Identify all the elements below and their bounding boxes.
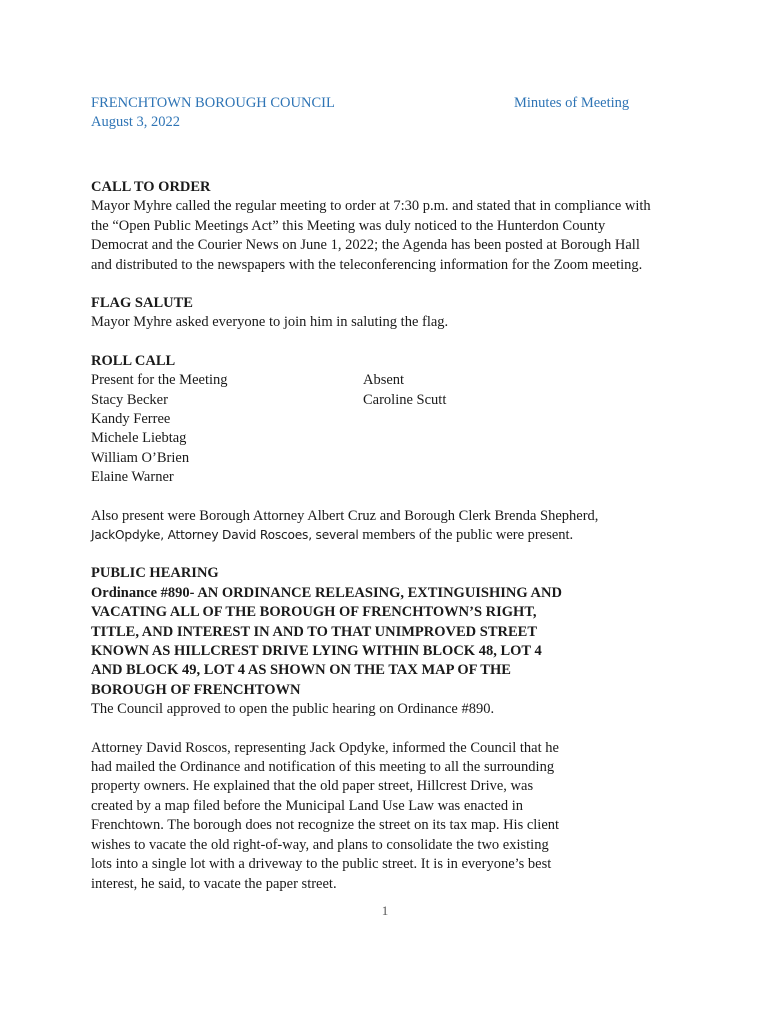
call-to-order-line: Democrat and the Courier News on June 1, 2022; the Agenda has been posted at Borough Hall <box>91 237 640 254</box>
attorney-paragraph <box>91 739 588 894</box>
public-hearing-section <box>91 564 691 894</box>
present-member: Michele Liebtag <box>91 430 187 447</box>
call-to-order-line: the “Open Public Meetings Act” this Meeting was duly noticed to the Hunterdon County <box>91 217 606 234</box>
call-to-order-line: and distributed to the newspapers with the teleconferencing information for the Zoom meeting. <box>91 256 643 273</box>
ordinance-line: BOROUGH OF FRENCHTOWN <box>91 681 301 698</box>
ordinance-line: AND BLOCK 49, LOT 4 AS SHOWN ON THE TAX MAP OF THE <box>91 662 511 679</box>
document-type: Minutes of Meeting <box>514 95 630 111</box>
absent-label: Absent <box>363 372 405 389</box>
ordinance-title <box>91 584 588 700</box>
page-number: 1 <box>381 903 389 918</box>
paragraph-line: lots into a single lot with a driveway to the public street. It is in everyone’s best <box>91 856 552 873</box>
ordinance-line: VACATING ALL OF THE BOROUGH OF FRENCHTOWN’S RIGHT, <box>91 604 537 621</box>
present-column <box>91 371 363 487</box>
roll-call-section <box>91 352 691 488</box>
paragraph-line: created by a map filed before the Municipal Land Use Law was enacted in <box>91 797 523 814</box>
flag-salute-section <box>91 294 691 333</box>
paragraph-line: Attorney David Roscos, representing Jack Opdyke, informed the Council that he <box>91 739 559 756</box>
also-present-names: JackOpdyke, Attorney David Roscoes, several <box>91 528 359 542</box>
ordinance-line: KNOWN AS HILLCREST DRIVE LYING WITHIN BLOCK 48, LOT 4 <box>91 643 542 660</box>
public-hearing-heading: PUBLIC HEARING <box>91 565 219 582</box>
also-present-rest: members of the public were present. <box>358 527 574 543</box>
also-present-section <box>91 507 691 546</box>
paragraph-line: Frenchtown. The borough does not recognize the street on its tax map. His client <box>91 817 560 834</box>
paragraph-line: had mailed the Ordinance and notification of this meeting to all the surrounding <box>91 759 555 776</box>
call-to-order-heading: CALL TO ORDER <box>91 179 211 195</box>
paragraph-line: wishes to vacate the old right-of-way, and plans to consolidate the two existing <box>91 836 549 853</box>
call-to-order-line: Mayor Myhre called the regular meeting to order at 7:30 p.m. and stated that in compliance with <box>91 198 651 215</box>
absent-member: Caroline Scutt <box>363 391 447 408</box>
present-label: Present for the Meeting <box>91 372 228 389</box>
call-to-order-section <box>91 178 691 275</box>
meeting-date: August 3, 2022 <box>91 114 181 130</box>
council-name: FRENCHTOWN BOROUGH COUNCIL <box>91 95 335 111</box>
also-present-line <box>91 526 691 545</box>
paragraph-line: interest, he said, to vacate the paper street. <box>91 875 337 892</box>
present-member: Kandy Ferree <box>91 411 171 428</box>
ordinance-line: Ordinance #890- AN ORDINANCE RELEASING, EXTINGUISHING AND <box>91 584 562 601</box>
roll-call-columns <box>91 371 691 487</box>
present-member: Elaine Warner <box>91 469 174 486</box>
ordinance-line: TITLE, AND INTEREST IN AND TO THAT UNIMPROVED STREET <box>91 623 538 640</box>
paragraph-line: property owners. He explained that the old paper street, Hillcrest Drive, was <box>91 778 534 795</box>
present-member: Stacy Becker <box>91 391 168 408</box>
hearing-approval: The Council approved to open the public hearing on Ordinance #890. <box>91 701 495 718</box>
present-member: William O’Brien <box>91 449 190 466</box>
also-present-line: Also present were Borough Attorney Albert Cruz and Borough Clerk Brenda Shepherd, <box>91 507 599 524</box>
roll-call-heading: ROLL CALL <box>91 352 176 369</box>
document-body <box>91 178 691 894</box>
header-left <box>91 94 335 132</box>
flag-salute-heading: FLAG SALUTE <box>91 295 193 312</box>
absent-column <box>363 371 613 487</box>
flag-salute-text: Mayor Myhre asked everyone to join him in saluting the flag. <box>91 314 449 331</box>
